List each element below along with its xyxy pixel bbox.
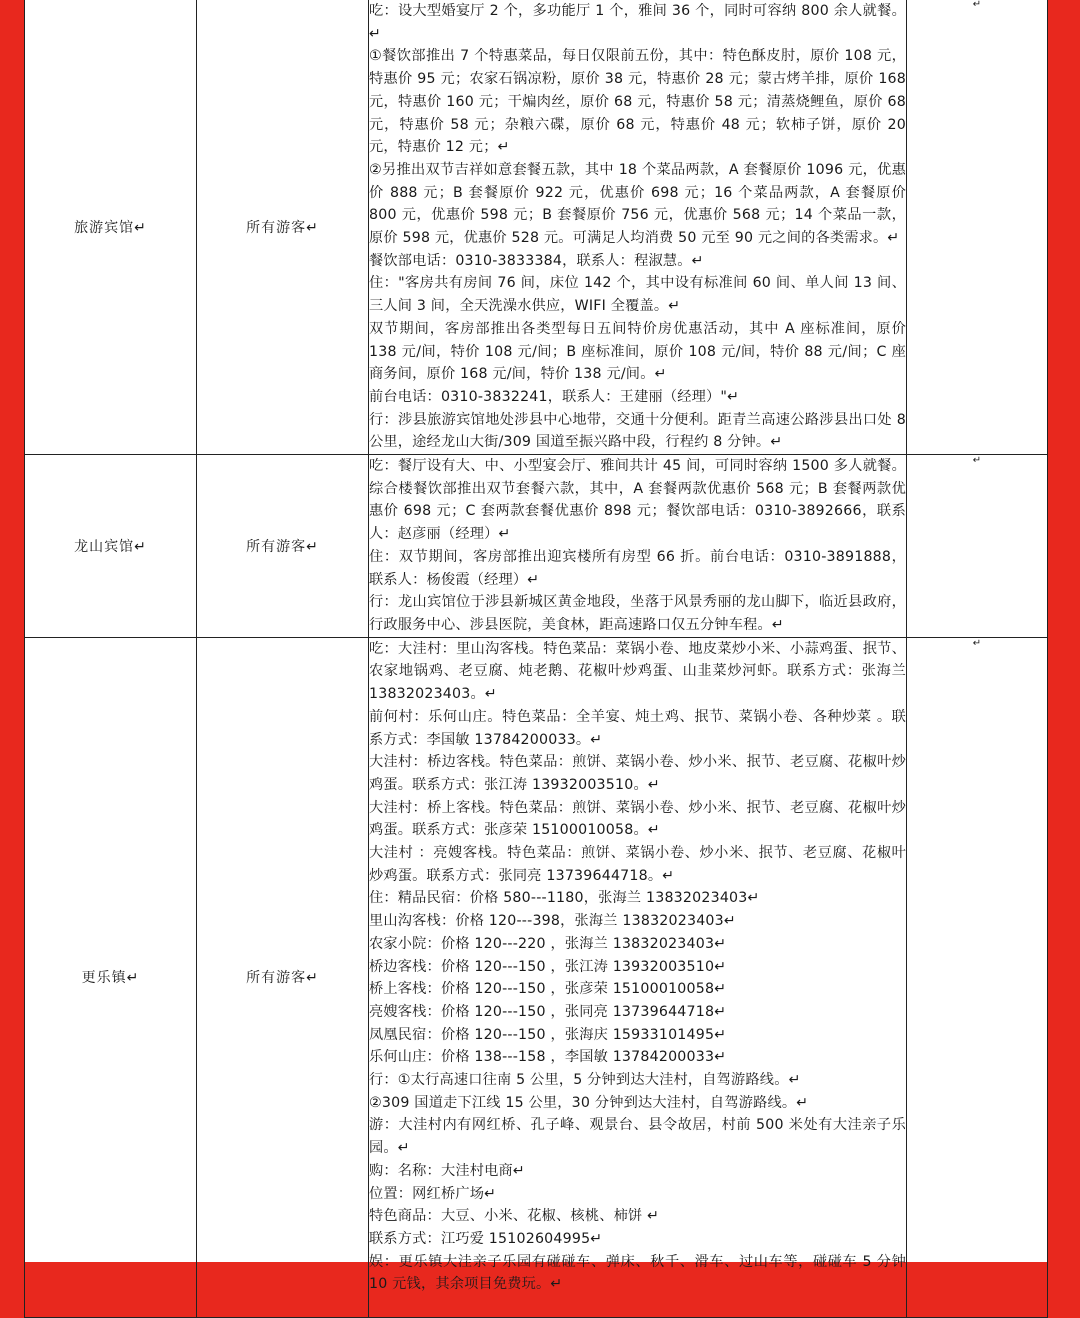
detail-paragraph: 里山沟客栈：价格 120---398，张海兰 13832023403↵: [369, 913, 736, 930]
audience-cell: [197, 455, 369, 638]
detail-paragraph: 行：涉县旅游宾馆地处涉县中心地带，交通十分便利。距青兰高速公路涉县出口处 8 公里，途经龙山大街/309 国道至振兴路中段，行程约 8 分钟。↵: [369, 411, 906, 451]
detail-paragraph: 特色商品：大豆、小米、花椒、核桃、柿饼 ↵: [369, 1208, 660, 1225]
remark-mark: ↵: [972, 0, 982, 10]
detail-paragraph: 桥上客栈：价格 120---150 ，张彦荣 15100010058↵: [369, 981, 727, 998]
detail-paragraph: 大洼村 ：亮嫂客栈。特色菜品：煎饼、菜锅小卷、炒小米、抿节、老豆腐、花椒叶炒鸡蛋。联系方式：张同亮 13739644718。↵: [369, 845, 906, 884]
offer-details-cell: [369, 637, 907, 1317]
venue-name-cell: [25, 0, 197, 455]
detail-paragraph: 餐饮部电话：0310-3833384，联系人：程淑慧。↵: [369, 252, 704, 269]
offer-details-cell: [369, 0, 907, 455]
venue-name: 更乐镇↵: [81, 970, 140, 987]
detail-paragraph: 购：名称：大洼村电商↵: [369, 1162, 525, 1179]
detail-paragraph: 行：龙山宾馆位于涉县新城区黄金地段，坐落于风景秀丽的龙山脚下，临近县政府，行政服务中心、涉县医院，美食林，距高速路口仅五分钟车程。↵: [369, 594, 906, 633]
detail-paragraph: 大洼村：桥边客栈。特色菜品：煎饼、菜锅小卷、炒小米、抿节、老豆腐、花椒叶炒鸡蛋。联系方式：张江涛 13932003510。↵: [369, 754, 906, 793]
table-row: [25, 0, 1048, 455]
detail-paragraph: 住："客房共有房间 76 间，床位 142 个，其中设有标准间 60 间、单人间 13 间、三人间 3 间，全天洗澡水供应，WIFI 全覆盖。↵: [369, 275, 906, 315]
remark-cell: [907, 637, 1048, 1317]
remark-mark: ↵: [972, 637, 982, 649]
detail-paragraph: 凤凰民宿：价格 120---150 ，张海庆 15933101495↵: [369, 1026, 727, 1043]
offer-details-cell: [369, 455, 907, 638]
audience-label: 所有游客↵: [246, 538, 319, 555]
detail-paragraph: 行：①太行高速口往南 5 公里，5 分钟到达大洼村，自驾游路线。↵: [369, 1072, 801, 1089]
venue-name-cell: [25, 455, 197, 638]
detail-paragraph: 桥边客栈：价格 120---150 ，张江涛 13932003510↵: [369, 958, 727, 975]
venue-name: 龙山宾馆↵: [74, 538, 147, 555]
audience-label: 所有游客↵: [246, 970, 319, 987]
detail-paragraph: 前台电话：0310-3832241，联系人：王建丽（经理）"↵: [369, 388, 740, 405]
table-row: [25, 637, 1048, 1317]
detail-paragraph: ②309 国道走下江线 15 公里，30 分钟到达大洼村，自驾游路线。↵: [369, 1094, 809, 1111]
detail-paragraph: ②另推出双节吉祥如意套餐五款，其中 18 个菜品两款，A 套餐原价 1096 元，优惠价 888 元；B 套餐原价 922 元，优惠价 698 元；16 个菜品两款，A 套餐原价 800 元，优惠价 598 元；B 套餐原价 756 元，优惠价 568 元；14 个菜品一款，原价 598 元，优惠价 528 元。可满足人均消费 50 元至 90 元之间的各类需求。↵: [369, 161, 906, 247]
detail-paragraph: 前何村：乐何山庄。特色菜品：全羊宴、炖土鸡、抿节、菜锅小卷、各种炒菜 。联系方式：李国敏 13784200033。↵: [369, 708, 906, 748]
venue-name: 旅游宾馆↵: [74, 219, 147, 236]
detail-paragraph: 吃：设大型婚宴厅 2 个，多功能厅 1 个，雅间 36 个，同时可容纳 800 余人就餐。↵: [369, 3, 906, 42]
detail-paragraph: 联系方式：江巧爱 15102604995↵: [369, 1230, 603, 1247]
detail-paragraph: ①餐饮部推出 7 个特惠菜品，每日仅限前五份，其中：特色酥皮肘，原价 108 元，特惠价 95 元；农家石锅凉粉，原价 38 元，特惠价 28 元；蒙古烤羊排，原价 168 元，特惠价 160 元；干煸肉丝，原价 68 元，特惠价 58 元；清蒸烧鲤鱼，原价 68 元，特惠价 58 元；杂粮六碟，原价 68 元，特惠价 48 元；软柿子饼，原价 20 元，特惠价 12 元；↵: [369, 48, 906, 156]
detail-paragraph: 亮嫂客栈：价格 120---150 ，张同亮 13739644718↵: [369, 1003, 727, 1020]
document-sheet: [24, 0, 1047, 1293]
detail-paragraph: 游：大洼村内有网红桥、孔子峰、观景台、县令故居，村前 500 米处有大洼亲子乐园。↵: [369, 1117, 906, 1157]
detail-paragraph: 住：精品民宿：价格 580---1180，张海兰 13832023403↵: [369, 890, 760, 907]
detail-paragraph: 乐何山庄：价格 138---158 ，李国敏 13784200033↵: [369, 1049, 727, 1066]
detail-paragraph: 位置：网红桥广场↵: [369, 1185, 497, 1202]
venue-name-cell: [25, 637, 197, 1317]
audience-cell: [197, 0, 369, 455]
detail-paragraph: 双节期间，客房部推出各类型每日五间特价房优惠活动，其中 A 座标准间，原价 138 元/间，特价 108 元/间；B 座标准间，原价 108 元/间，特价 88 元/间；C 座商务间，原价 168 元/间，特价 138 元/间。↵: [369, 320, 906, 383]
remark-cell: [907, 0, 1048, 455]
remark-cell: [907, 455, 1048, 638]
detail-paragraph: 吃：大洼村：里山沟客栈。特色菜品：菜锅小卷、地皮菜炒小米、小蒜鸡蛋、抿节、农家地锅鸡、老豆腐、炖老鹅、花椒叶炒鸡蛋、山韭菜炒河虾。联系方式：张海兰 13832023403。↵: [369, 640, 906, 703]
detail-paragraph: 吃：餐厅设有大、中、小型宴会厅、雅间共计 45 间，可同时容纳 1500 多人就餐。综合楼餐饮部推出双节套餐六款，其中，A 套餐两款优惠价 568 元；B 套餐两款优惠价 698 元；C 套两款套餐优惠价 898 元；餐饮部电话：0310-3892666，联系人：赵彦丽（经理）↵: [369, 458, 906, 543]
detail-paragraph: 大洼村：桥上客栈。特色菜品：煎饼、菜锅小卷、炒小米、抿节、老豆腐、花椒叶炒鸡蛋。联系方式：张彦荣 15100010058。↵: [369, 799, 906, 839]
audience-cell: [197, 637, 369, 1317]
audience-label: 所有游客↵: [246, 219, 319, 236]
detail-paragraph: 娱：更乐镇大洼亲子乐园有碰碰车、弹床、秋千、滑车、过山车等，碰碰车 5 分钟 10 元钱，其余项目免费玩。↵: [369, 1253, 906, 1293]
remark-mark: ↵: [972, 455, 982, 467]
detail-paragraph: 农家小院：价格 120---220 ，张海兰 13832023403↵: [369, 935, 727, 952]
table-row: [25, 455, 1048, 638]
detail-paragraph: 住：双节期间，客房部推出迎宾楼所有房型 66 折。前台电话：0310-3891888，联系人：杨俊霞（经理）↵: [369, 548, 906, 588]
venue-table: [24, 0, 1048, 1318]
